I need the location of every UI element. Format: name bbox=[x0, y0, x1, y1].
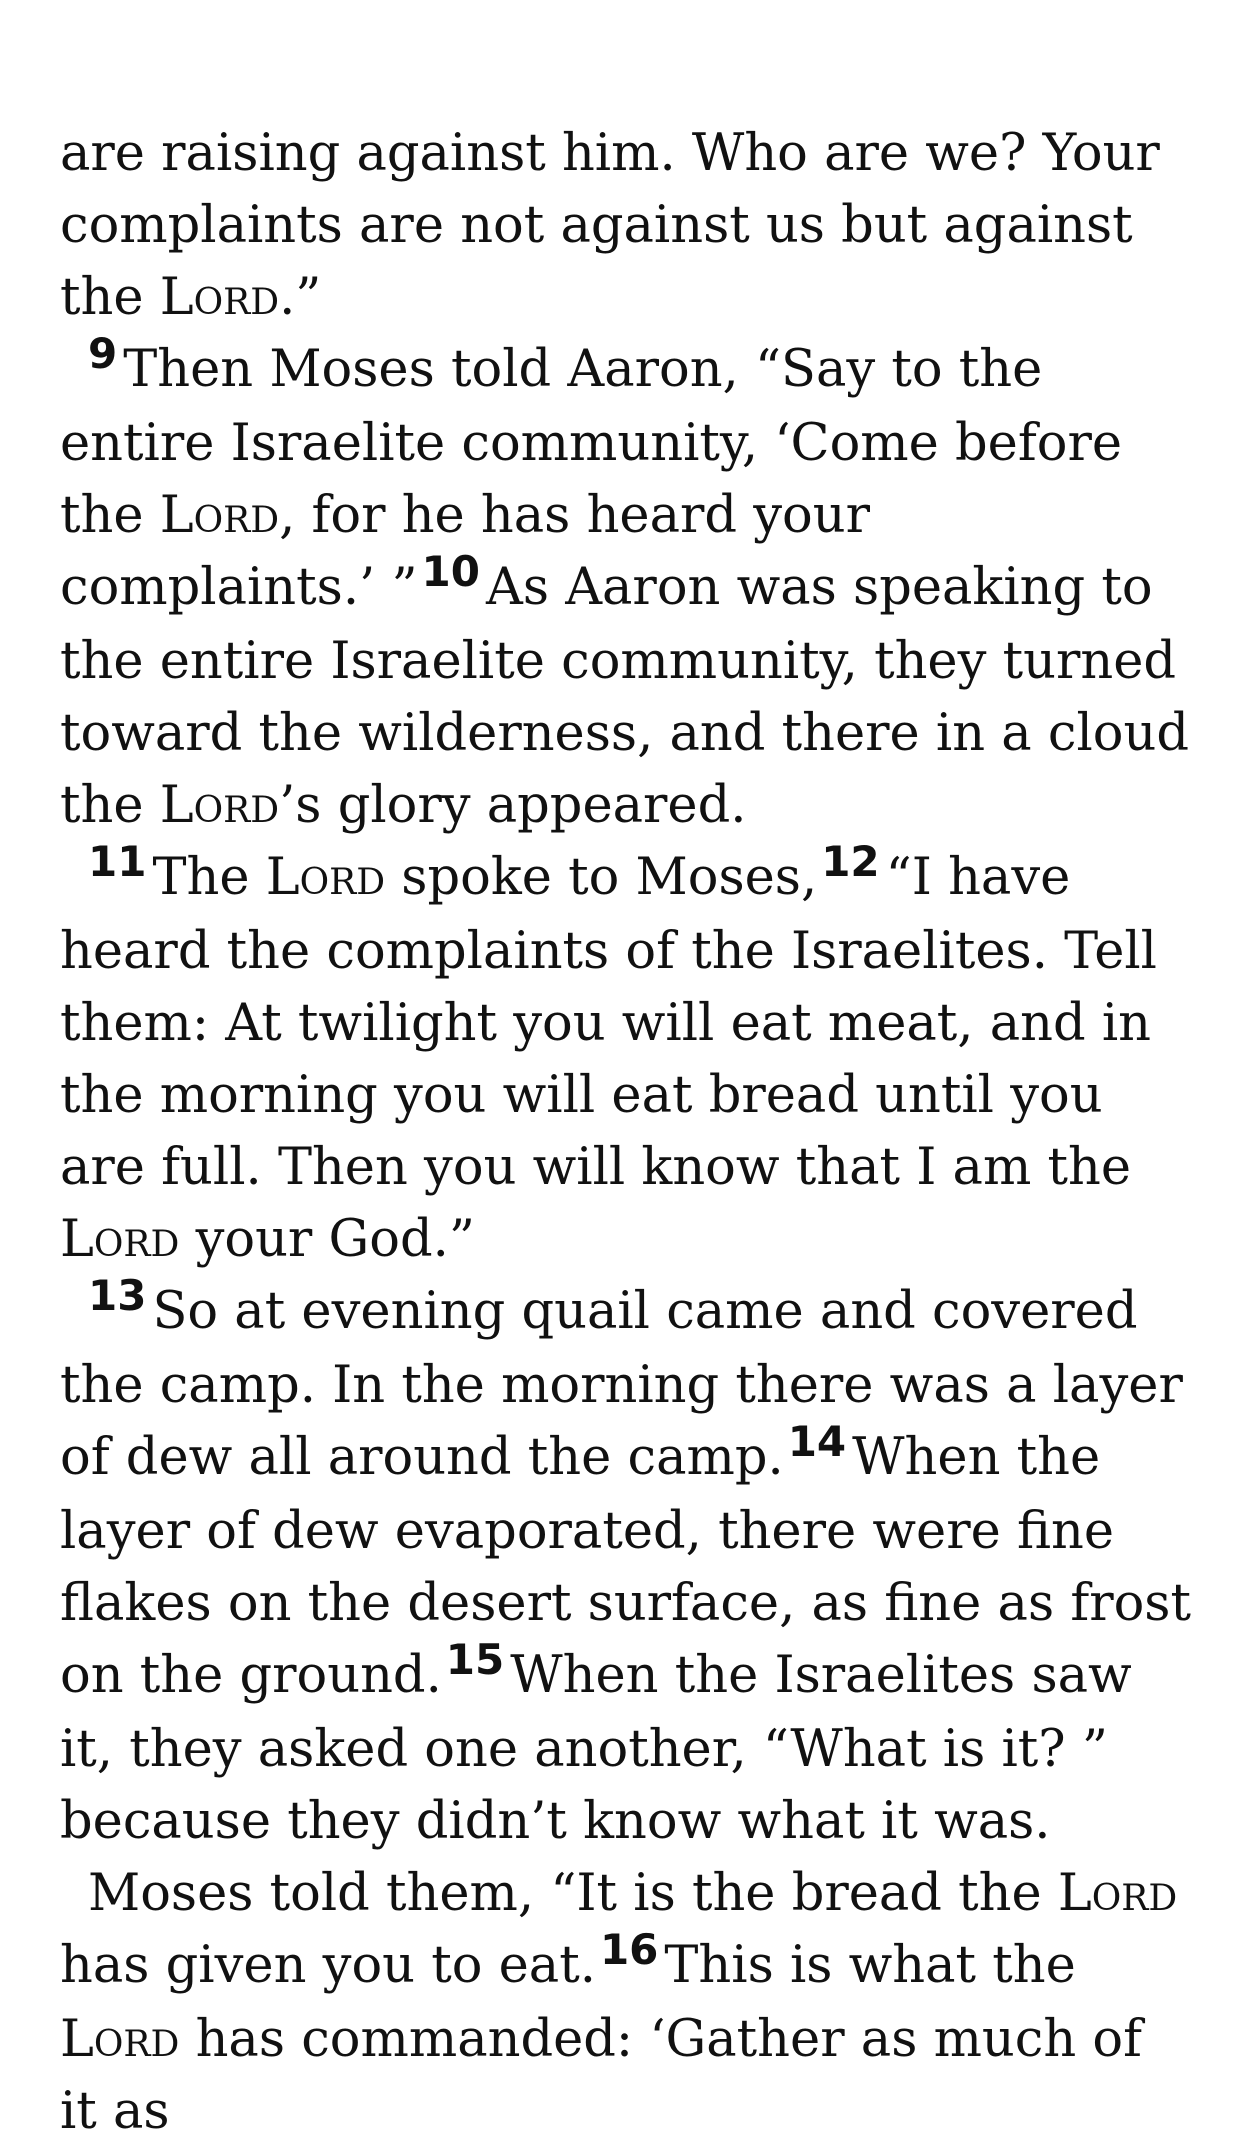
verse-text: Then Moses told Aaron, “Say to the entire Israelite community, ‘Come before the bbox=[60, 340, 1123, 545]
divine-name: Lord bbox=[60, 1210, 180, 1269]
paragraph bbox=[60, 1271, 1192, 1858]
divine-name: Lord bbox=[159, 776, 280, 835]
verse-text: has given you to eat. bbox=[60, 1936, 596, 1995]
divine-name: Lord bbox=[60, 2010, 180, 2069]
verse-text: , for he has heard your complaints.’ ” bbox=[60, 486, 870, 617]
divine-name: Lord bbox=[1057, 1864, 1178, 1923]
paragraph bbox=[60, 329, 1192, 842]
verse-text: are raising against him. Who are we? Your complaints are not against us but against the bbox=[60, 124, 1160, 327]
divine-name: Lord bbox=[159, 268, 280, 327]
verse-text: “I have heard the complaints of the Israelites. Tell them: At twilight you will eat meat, and in the morning you will eat bread until you are full. Then you will know that I am the bbox=[60, 848, 1157, 1197]
verse-text: .” bbox=[279, 268, 322, 327]
verse-text: This is what the bbox=[664, 1936, 1076, 1995]
paragraph bbox=[60, 1858, 1192, 2148]
verse-text: Moses told them, “It is the bread the bbox=[88, 1864, 1058, 1923]
divine-name: Lord bbox=[265, 848, 386, 907]
verse-number: 9 bbox=[88, 329, 118, 378]
verse-text: As Aaron was speaking to the entire Israelite community, they turned toward the wilderness, and there in a cloud the bbox=[60, 558, 1189, 835]
verse-text: When the Israelites saw it, they asked one another, “What is it? ” because they didn’t know what it was. bbox=[60, 1646, 1132, 1851]
verse-number: 10 bbox=[421, 547, 480, 596]
verse-text: So at evening quail came and covered the camp. In the morning there was a layer of dew all around the camp. bbox=[60, 1282, 1183, 1487]
verse-text: When the layer of dew evaporated, there were fine flakes on the desert surface, as fine as frost on the ground. bbox=[60, 1428, 1191, 1705]
verse-number: 16 bbox=[599, 1925, 659, 1974]
paragraph bbox=[60, 118, 1192, 334]
verse-text: spoke to Moses, bbox=[385, 848, 818, 907]
verse-text: ’s glory appeared. bbox=[279, 776, 747, 835]
verse-number: 15 bbox=[445, 1635, 505, 1684]
divine-name: Lord bbox=[159, 486, 280, 545]
verse-number: 14 bbox=[787, 1417, 847, 1466]
paragraph bbox=[60, 837, 1192, 1276]
verse-number: 12 bbox=[821, 837, 880, 886]
verse-text: your God.” bbox=[179, 1210, 475, 1269]
verse-text: has commanded: ‘Gather as much of it as bbox=[60, 2010, 1142, 2141]
verse-text: The bbox=[152, 848, 266, 907]
verse-number: 13 bbox=[88, 1271, 147, 1320]
scripture-page bbox=[60, 118, 1192, 2148]
verse-number: 11 bbox=[88, 837, 147, 886]
